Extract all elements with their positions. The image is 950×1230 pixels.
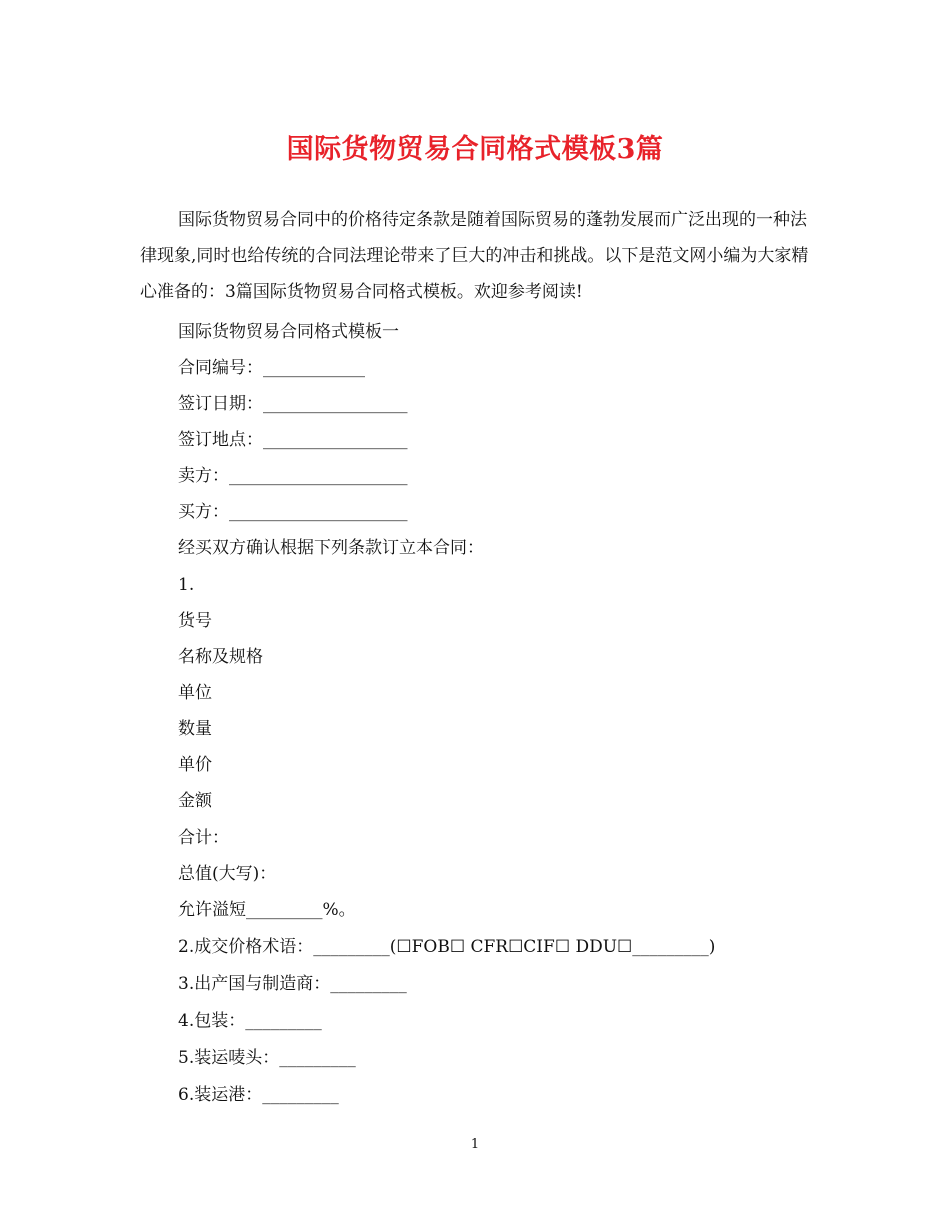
- table-header-unit: 单位: [178, 683, 212, 703]
- sign-place-field: 签订地点：_________________: [178, 430, 408, 450]
- table-header-unit-price: 单价: [178, 755, 212, 775]
- clause-shipping-marks: 5.装运唛头：_________: [178, 1048, 356, 1068]
- page-number: 1: [470, 1137, 480, 1152]
- tolerance-line: 允许溢短_________%。: [178, 900, 356, 920]
- total-value-words: 总值(大写)：: [178, 864, 277, 884]
- clause-1-number: 1.: [178, 575, 195, 595]
- agreement-line: 经买双方确认根据下列条款订立本合同：: [178, 538, 484, 558]
- document-title: 国际货物贸易合同格式模板3篇: [286, 134, 664, 165]
- clause-price-terms: 2.成交价格术语：_________(☐FOB☐ CFR☐CIF☐ DDU☐_________): [178, 937, 716, 957]
- buyer-field: 买方：_____________________: [178, 502, 408, 522]
- total-label: 合计：: [178, 828, 229, 848]
- clause-origin-manufacturer: 3.出产国与制造商：_________: [178, 974, 407, 994]
- contract-number-field: 合同编号：____________: [178, 358, 365, 378]
- table-header-quantity: 数量: [178, 719, 212, 739]
- table-header-name-spec: 名称及规格: [178, 647, 263, 667]
- table-header-amount: 金额: [178, 791, 212, 811]
- sign-date-field: 签订日期：_________________: [178, 394, 408, 414]
- table-header-item-no: 货号: [178, 611, 212, 631]
- clause-packing: 4.包装：_________: [178, 1011, 322, 1031]
- intro-paragraph: 国际货物贸易合同中的价格待定条款是随着国际贸易的蓬勃发展而广泛出现的一种法律现象,同时也给传统的合同法理论带来了巨大的冲击和挑战。以下是范文网小编为大家精心准备的：3篇国际货物贸易合同格式模板。欢迎参考阅读!: [140, 210, 809, 302]
- section-heading: 国际货物贸易合同格式模板一: [178, 322, 399, 342]
- seller-field: 卖方：_____________________: [178, 466, 408, 486]
- clause-port-of-shipment: 6.装运港：_________: [178, 1085, 339, 1105]
